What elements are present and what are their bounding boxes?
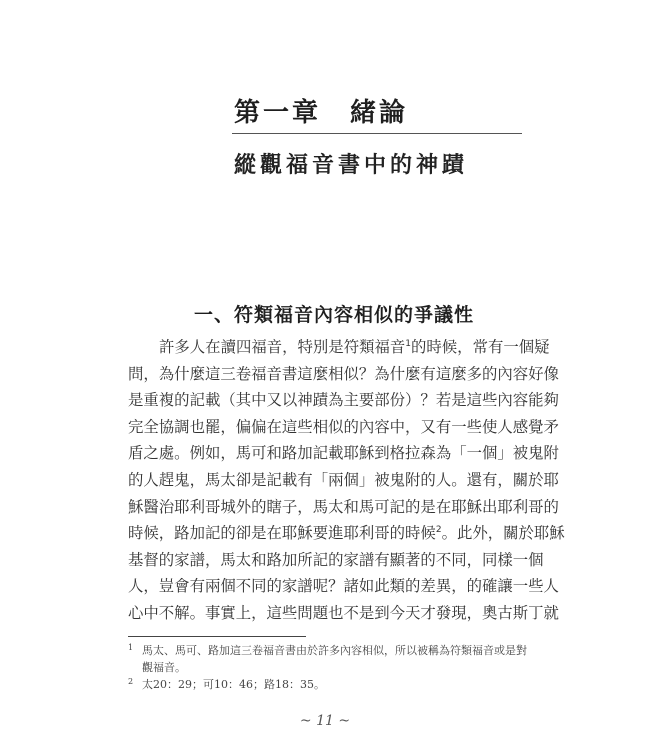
line-text: 的時候，常有一個疑 <box>411 338 550 356</box>
footnote-divider <box>128 636 306 637</box>
page-number: ~ 11 ~ <box>299 713 351 729</box>
footnote-ref-1[interactable]: 1 <box>405 339 411 349</box>
footnotes <box>128 642 528 693</box>
chapter-title: 第一章 緒論 <box>234 98 409 128</box>
body-line: 人，豈會有兩個不同的家譜呢？諸如此類的差異，的確讓一些人 <box>128 577 559 596</box>
line-text: 時候，路加記的卻是在耶穌要進耶利哥的時候 <box>128 524 436 543</box>
footnote-2 <box>128 676 528 693</box>
title-divider <box>232 133 522 134</box>
body-line: 穌醫治耶利哥城外的瞎子，馬太和馬可記的是在耶穌出耶利哥的 <box>128 497 559 516</box>
footnote-number: 1 <box>128 643 134 652</box>
body-line: 的人趕鬼，馬太卻是記載有「兩個」被鬼附的人。還有，關於耶 <box>128 470 559 489</box>
footnote-text: 馬太、馬可、路加這三卷福音書由於許多內容相似，所以被稱為符類福音或是對觀福音。 <box>142 644 527 674</box>
body-line <box>128 520 565 547</box>
chapter-subtitle: 縱觀福音書中的神蹟 <box>234 152 469 178</box>
line-text: 。此外，關於耶穌 <box>441 524 565 543</box>
body-line: 盾之處。例如，馬可和路加記載耶穌到格拉森為「一個」被鬼附 <box>128 444 559 463</box>
body-line: 基督的家譜，馬太和路加所記的家譜有顯著的不同，同樣一個 <box>128 550 544 569</box>
body-line: 完全協調也罷，偏偏在這些相似的內容中，又有一些使人感覺矛 <box>128 417 559 436</box>
footnote-text: 太20：29；可10：46；路18：35。 <box>142 678 325 691</box>
section-heading: 一、符類福音內容相似的爭議性 <box>194 304 475 326</box>
footnote-number: 2 <box>128 677 134 686</box>
body-line <box>128 334 550 361</box>
footnote-1 <box>128 642 528 676</box>
footnote-ref-2[interactable]: 2 <box>435 525 442 536</box>
body-line: 問，為什麼這三卷福音書這麼相似？為什麼有這麼多的內容好像 <box>128 364 559 383</box>
body-line: 心中不解。事實上，這些問題也不是到今天才發現，奧古斯丁就 <box>128 603 559 622</box>
body-paragraph <box>128 334 565 627</box>
body-line: 是重複的記載（其中又以神蹟為主要部份）？若是這些內容能夠 <box>128 391 559 410</box>
line-text: 許多人在讀四福音，特別是符類福音 <box>159 338 406 356</box>
